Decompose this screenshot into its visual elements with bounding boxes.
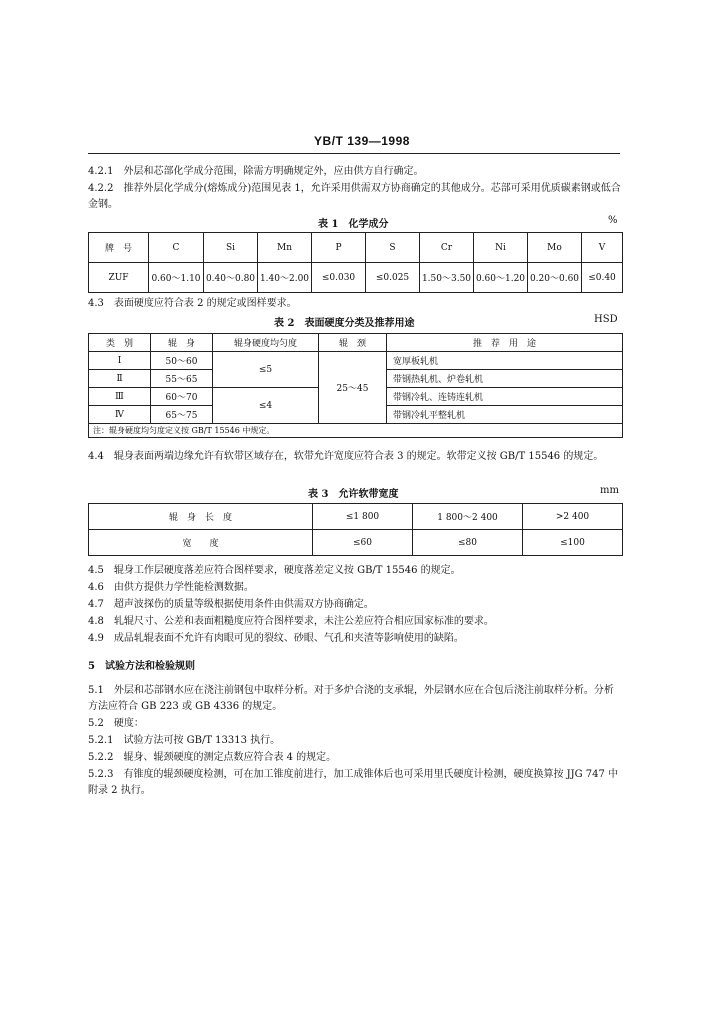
table1-cell: ≤0.025 xyxy=(366,263,420,293)
table2-header: 辊 身 xyxy=(151,334,213,352)
table2-note-row xyxy=(89,424,623,438)
table2-note: 注：辊身硬度均匀度定义按 GB/T 15546 中规定。 xyxy=(89,424,623,438)
para-4-2-2: 4.2.2 推荐外层化学成分(熔炼成分)范围见表 1，允许采用供需双方协商确定的其他成分。芯部可采用优质碳素钢或低合金钢。 xyxy=(88,183,621,210)
standard-header: YB/T 139—1998 xyxy=(314,134,410,148)
table2-use: 带钢冷轧平整轧机 xyxy=(387,406,623,424)
table2-uniformity: ≤4 xyxy=(213,388,319,424)
table2-class: Ⅳ xyxy=(89,406,151,424)
table1-header: Mn xyxy=(258,233,312,263)
table1-cell: 1.50～3.50 xyxy=(420,263,474,293)
table2-use: 宽厚板轧机 xyxy=(387,352,623,370)
header-rule xyxy=(88,153,620,154)
para-5-2-3: 5.2.3 有锥度的辊颈硬度检测，可在加工锥度前进行，加工成锥体后也可采用里氏硬度计检测，硬度换算按 JJG 747 中附录 2 执行。 xyxy=(88,769,619,796)
table1-header: Cr xyxy=(420,233,474,263)
table3-unit: mm xyxy=(600,485,619,496)
table3-row-width xyxy=(89,530,623,556)
table2-caption: 表 2 表面硬度分类及推荐用途 xyxy=(274,318,415,329)
table3-cell: ≤1 800 xyxy=(313,504,413,530)
table2-row xyxy=(89,352,623,370)
para-4-2-1: 4.2.1 外层和芯部化学成分范围，除需方明确规定外，应由供方自行确定。 xyxy=(88,166,424,177)
table1-cell: 1.40～2.00 xyxy=(258,263,312,293)
table2-header: 辊 颈 xyxy=(319,334,387,352)
section-5-heading: 5 试验方法和检验规则 xyxy=(88,661,195,672)
table1-cell: 0.20～0.60 xyxy=(528,263,582,293)
table1-cell: 0.60～1.10 xyxy=(149,263,204,293)
table1-header: 牌 号 xyxy=(89,233,149,263)
para-4-7: 4.7 超声波探伤的质量等级根据使用条件由供需双方协商确定。 xyxy=(88,599,374,610)
table1-cell: 0.60～1.20 xyxy=(474,263,528,293)
table2-class: Ⅱ xyxy=(89,370,151,388)
table1-caption: 表 1 化学成分 xyxy=(318,219,389,230)
para-5-2: 5.2 硬度： xyxy=(88,718,144,729)
table2-use: 带钢热轧机、炉卷轧机 xyxy=(387,370,623,388)
para-5-2-1: 5.2.1 试验方法可按 GB/T 13313 执行。 xyxy=(88,735,281,746)
para-4-9: 4.9 成品轧辊表面不允许有肉眼可见的裂纹、砂眼、气孔和夹渣等影响使用的缺陷。 xyxy=(88,633,464,644)
para-4-4: 4.4 辊身表面两端边缘允许有软带区域存在，软带允许宽度应符合表 3 的规定。软带定义按 GB/T 15546 的规定。 xyxy=(88,451,604,462)
table1-header-row xyxy=(89,233,623,263)
surface-hardness-table xyxy=(88,333,623,438)
table2-body: 60～70 xyxy=(151,388,213,406)
table1-header: Ni xyxy=(474,233,528,263)
soft-band-table xyxy=(88,503,623,556)
table3-caption: 表 3 允许软带宽度 xyxy=(308,489,399,500)
table1-header: V xyxy=(582,233,623,263)
table2-header: 辊身硬度均匀度 xyxy=(213,334,319,352)
para-5-2-2: 5.2.2 辊身、辊颈硬度的测定点数应符合表 4 的规定。 xyxy=(88,752,337,763)
table1-cell: ≤0.030 xyxy=(312,263,366,293)
table3-cell: ≤100 xyxy=(523,530,623,556)
table2-body: 55～65 xyxy=(151,370,213,388)
table2-class: Ⅲ xyxy=(89,388,151,406)
para-4-6: 4.6 由供方提供力学性能检测数据。 xyxy=(88,582,254,593)
table2-header: 推 荐 用 途 xyxy=(387,334,623,352)
table2-header-row xyxy=(89,334,623,352)
table3-cell: ≤60 xyxy=(313,530,413,556)
table1-unit: % xyxy=(608,215,618,226)
table2-header: 类 别 xyxy=(89,334,151,352)
table2-uniformity: ≤5 xyxy=(213,352,319,388)
table3-row-length xyxy=(89,504,623,530)
para-4-8: 4.8 轧辊尺寸、公差和表面粗糙度应符合图样要求，未注公差应符合相应国家标准的要求。 xyxy=(88,616,494,627)
table3-cell: >2 400 xyxy=(523,504,623,530)
table1-header: S xyxy=(366,233,420,263)
table2-body: 65～75 xyxy=(151,406,213,424)
table1-header: P xyxy=(312,233,366,263)
table1-cell: 0.40～0.80 xyxy=(204,263,258,293)
table1-header: Si xyxy=(204,233,258,263)
para-4-3: 4.3 表面硬度应符合表 2 的规定或图样要求。 xyxy=(88,298,297,309)
para-4-5: 4.5 辊身工作层硬度落差应符合图样要求，硬度落差定义按 GB/T 15546 的规定。 xyxy=(88,565,461,576)
table1-cell: ≤0.40 xyxy=(582,263,623,293)
table2-class: Ⅰ xyxy=(89,352,151,370)
table2-use: 带钢冷轧、连铸连轧机 xyxy=(387,388,623,406)
table3-cell: 宽 度 xyxy=(89,530,313,556)
table2-unit: HSD xyxy=(594,314,618,325)
chemical-composition-table xyxy=(88,232,623,293)
para-5-1: 5.1 外层和芯部钢水应在浇注前钢包中取样分析。对于多炉合浇的支承辊，外层钢水应在合包后浇注前取样分析。分析方法应符合 GB 223 或 GB 4336 的规定。 xyxy=(88,685,614,712)
table3-cell: ≤80 xyxy=(413,530,523,556)
table3-cell: 辊 身 长 度 xyxy=(89,504,313,530)
table1-data-row xyxy=(89,263,623,293)
table1-cell: ZUF xyxy=(89,263,149,293)
table3-cell: 1 800～2 400 xyxy=(413,504,523,530)
table2-body: 50～60 xyxy=(151,352,213,370)
table2-neck: 25～45 xyxy=(319,352,387,424)
table1-header: C xyxy=(149,233,204,263)
table1-header: Mo xyxy=(528,233,582,263)
